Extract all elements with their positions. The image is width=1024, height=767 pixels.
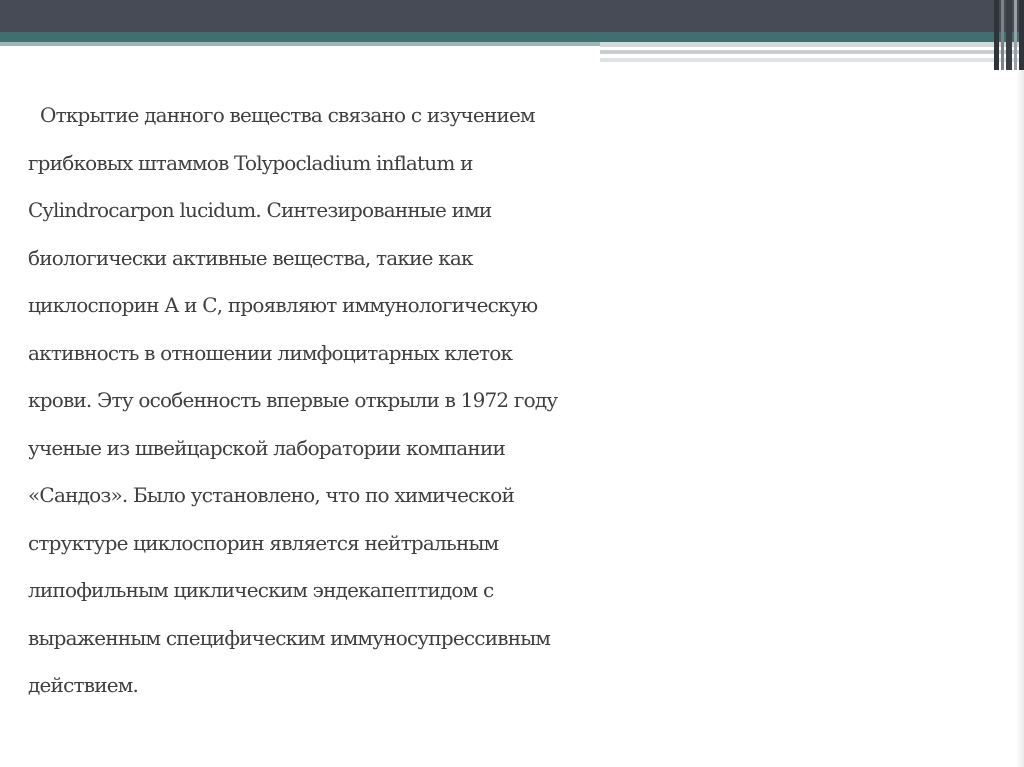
text-line: крови. Эту особенность впервые открыли в 1972 году <box>28 388 558 412</box>
text-line: грибковых штаммов Tolypocladium inflatum и <box>28 150 473 175</box>
text-line: ученые из швейцарской лаборатории компании <box>28 435 506 460</box>
corner-stripe <box>1001 0 1004 70</box>
header-gap <box>0 46 600 68</box>
header-stripes <box>600 42 1024 68</box>
header-band-teal <box>0 32 1024 42</box>
slide-body-text <box>28 92 1018 710</box>
corner-stripe <box>994 0 999 70</box>
text-line: биологически активные вещества, такие как <box>28 245 473 270</box>
text-line: циклоспорин А и С, проявляют иммунологическую <box>28 293 538 317</box>
header-band-dark <box>0 0 1024 32</box>
text-line: действием. <box>28 673 139 697</box>
text-line: активность в отношении лимфоцитарных клеток <box>28 340 513 365</box>
text-line: Открытие данного вещества связано с изучением <box>40 103 535 127</box>
text-line: липофильным циклическим эндекапептидом с <box>28 578 494 602</box>
text-line: Cylindrocarpon lucidum. Синтезированные ими <box>28 198 492 222</box>
text-line: выраженным специфическим иммуносупрессивным <box>28 625 551 650</box>
text-line: структуре циклоспорин является нейтральным <box>28 530 499 555</box>
corner-stripe <box>1006 0 1012 70</box>
corner-stripe <box>1019 0 1024 70</box>
corner-stripe <box>1014 0 1017 70</box>
text-line: «Сандоз». Было установлено, что по химической <box>28 483 514 507</box>
